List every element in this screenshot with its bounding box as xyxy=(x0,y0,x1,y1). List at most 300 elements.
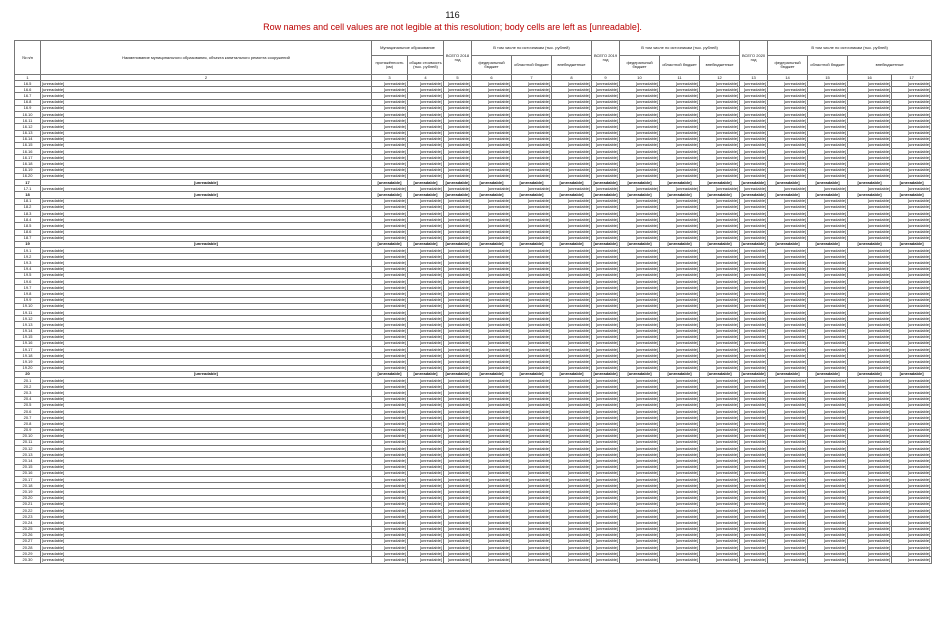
row-value-cell: [unreadable] xyxy=(592,322,620,328)
row-value-cell: [unreadable] xyxy=(740,309,768,315)
row-value-cell: [unreadable] xyxy=(892,470,932,476)
row-value-cell: [unreadable] xyxy=(552,118,592,124)
row-value-cell: [unreadable] xyxy=(552,142,592,148)
row-value-cell: [unreadable] xyxy=(620,99,660,105)
row-value-cell: [unreadable] xyxy=(552,328,592,334)
row-value-cell: [unreadable] xyxy=(808,266,848,272)
row-value-cell: [unreadable] xyxy=(552,371,592,377)
row-value-cell: [unreadable] xyxy=(620,180,660,186)
row-value-cell: [unreadable] xyxy=(372,241,408,247)
row-value-cell: [unreadable] xyxy=(660,93,700,99)
row-value-cell: [unreadable] xyxy=(552,526,592,532)
row-value-cell: [unreadable] xyxy=(848,340,892,346)
row-value-cell: [unreadable] xyxy=(892,297,932,303)
row-object-name: [unreadable] xyxy=(41,408,372,414)
row-number: 20.15 xyxy=(15,464,41,470)
row-value-cell: [unreadable] xyxy=(444,272,472,278)
row-value-cell: [unreadable] xyxy=(848,186,892,192)
row-value-cell: [unreadable] xyxy=(592,384,620,390)
row-value-cell: [unreadable] xyxy=(592,439,620,445)
row-number: 20.12 xyxy=(15,446,41,452)
row-value-cell: [unreadable] xyxy=(768,136,808,142)
row-value-cell: [unreadable] xyxy=(472,161,512,167)
row-value-cell: [unreadable] xyxy=(472,378,512,384)
row-number: 19.12 xyxy=(15,316,41,322)
row-value-cell: [unreadable] xyxy=(740,111,768,117)
row-value-cell: [unreadable] xyxy=(768,483,808,489)
row-number: 16.16 xyxy=(15,149,41,155)
row-value-cell: [unreadable] xyxy=(593,371,618,377)
row-value-cell: [unreadable] xyxy=(592,359,620,365)
row-value-cell: [unreadable] xyxy=(848,495,892,501)
row-value-cell: [unreadable] xyxy=(408,173,444,179)
row-value-cell: [unreadable] xyxy=(472,514,512,520)
row-value-cell: [unreadable] xyxy=(660,501,700,507)
row-value-cell: [unreadable] xyxy=(552,180,592,186)
row-value-cell: [unreadable] xyxy=(660,415,700,421)
row-value-cell: [unreadable] xyxy=(512,93,552,99)
row-value-cell: [unreadable] xyxy=(512,421,552,427)
row-value-cell: [unreadable] xyxy=(444,111,472,117)
row-value-cell: [unreadable] xyxy=(620,161,660,167)
row-value-cell: [unreadable] xyxy=(768,173,808,179)
row-value-cell: [unreadable] xyxy=(700,291,740,297)
row-value-cell: [unreadable] xyxy=(892,408,932,414)
row-value-cell: [unreadable] xyxy=(741,179,766,185)
row-value-cell: [unreadable] xyxy=(892,545,932,551)
row-value-cell: [unreadable] xyxy=(408,136,444,142)
row-value-cell: [unreadable] xyxy=(892,334,932,340)
row-object-name: [unreadable] xyxy=(41,204,372,210)
row-value-cell: [unreadable] xyxy=(768,248,808,254)
row-value-cell: [unreadable] xyxy=(472,365,512,371)
row-object-name: [unreadable] xyxy=(41,359,372,365)
row-value-cell: [unreadable] xyxy=(768,229,808,235)
row-value-cell: [unreadable] xyxy=(408,545,444,551)
row-value-cell: [unreadable] xyxy=(768,477,808,483)
row-value-cell: [unreadable] xyxy=(512,322,552,328)
row-number: 16.19 xyxy=(15,167,41,173)
row-value-cell: [unreadable] xyxy=(740,248,768,254)
row-value-cell: [unreadable] xyxy=(892,328,932,334)
header-2018-extra: внебюджетные xyxy=(552,56,592,75)
row-value-cell: [unreadable] xyxy=(660,557,700,563)
row-value-cell: [unreadable] xyxy=(892,279,932,285)
row-object-name: [unreadable] xyxy=(41,266,372,272)
row-value-cell: [unreadable] xyxy=(700,248,740,254)
row-value-cell: [unreadable] xyxy=(700,235,740,241)
row-value-cell: [unreadable] xyxy=(512,198,552,204)
row-value-cell: [unreadable] xyxy=(408,266,444,272)
row-value-cell: [unreadable] xyxy=(444,402,472,408)
row-value-cell: [unreadable] xyxy=(740,142,768,148)
row-number: 18.4 xyxy=(15,217,41,223)
row-value-cell: [unreadable] xyxy=(808,390,848,396)
row-value-cell: [unreadable] xyxy=(848,81,892,87)
row-value-cell: [unreadable] xyxy=(740,415,768,421)
row-value-cell: [unreadable] xyxy=(444,514,472,520)
row-value-cell: [unreadable] xyxy=(472,260,512,266)
row-value-cell: [unreadable] xyxy=(472,483,512,489)
row-value-cell: [unreadable] xyxy=(512,458,552,464)
row-value-cell: [unreadable] xyxy=(700,334,740,340)
row-value-cell: [unreadable] xyxy=(808,223,848,229)
row-value-cell: [unreadable] xyxy=(592,229,620,235)
row-value-cell: [unreadable] xyxy=(848,489,892,495)
row-value-cell: [unreadable] xyxy=(700,421,740,427)
row-value-cell: [unreadable] xyxy=(808,483,848,489)
row-value-cell: [unreadable] xyxy=(660,408,700,414)
row-value-cell: [unreadable] xyxy=(848,545,892,551)
row-value-cell: [unreadable] xyxy=(740,155,768,161)
row-value-cell: [unreadable] xyxy=(372,551,408,557)
row-value-cell: [unreadable] xyxy=(444,118,472,124)
row-value-cell: [unreadable] xyxy=(408,384,444,390)
row-value-cell: [unreadable] xyxy=(848,501,892,507)
row-value-cell: [unreadable] xyxy=(808,260,848,266)
row-value-cell: [unreadable] xyxy=(740,235,768,241)
row-value-cell: [unreadable] xyxy=(444,532,472,538)
row-value-cell: [unreadable] xyxy=(660,124,700,130)
row-value-cell: [unreadable] xyxy=(472,291,512,297)
row-value-cell: [unreadable] xyxy=(768,210,808,216)
header-mo-length: протяжённость (км) xyxy=(372,56,408,75)
row-value-cell: [unreadable] xyxy=(472,316,512,322)
row-value-cell: [unreadable] xyxy=(512,359,552,365)
row-number: 20.2 xyxy=(15,384,41,390)
row-value-cell: [unreadable] xyxy=(848,111,892,117)
header-index-cell: 9 xyxy=(592,75,620,81)
row-value-cell: [unreadable] xyxy=(552,254,592,260)
row-value-cell: [unreadable] xyxy=(700,390,740,396)
row-number: 20.26 xyxy=(15,532,41,538)
row-value-cell: [unreadable] xyxy=(372,136,408,142)
row-value-cell: [unreadable] xyxy=(552,421,592,427)
row-value-cell: [unreadable] xyxy=(700,514,740,520)
row-value-cell: [unreadable] xyxy=(620,365,660,371)
row-value-cell: [unreadable] xyxy=(408,124,444,130)
row-value-cell: [unreadable] xyxy=(740,260,768,266)
row-value-cell: [unreadable] xyxy=(808,229,848,235)
row-value-cell: [unreadable] xyxy=(444,408,472,414)
row-value-cell: [unreadable] xyxy=(768,495,808,501)
row-value-cell: [unreadable] xyxy=(848,526,892,532)
row-value-cell: [unreadable] xyxy=(808,545,848,551)
row-value-cell: [unreadable] xyxy=(892,378,932,384)
row-value-cell: [unreadable] xyxy=(472,347,512,353)
row-value-cell: [unreadable] xyxy=(740,378,768,384)
row-value-cell: [unreadable] xyxy=(660,118,700,124)
row-value-cell: [unreadable] xyxy=(660,384,700,390)
header-2019-extra: внебюджетные xyxy=(700,56,740,75)
row-value-cell: [unreadable] xyxy=(512,514,552,520)
row-value-cell: [unreadable] xyxy=(408,452,444,458)
row-value-cell: [unreadable] xyxy=(372,433,408,439)
row-value-cell: [unreadable] xyxy=(768,118,808,124)
row-value-cell: [unreadable] xyxy=(808,173,848,179)
row-value-cell: [unreadable] xyxy=(592,520,620,526)
row-value-cell: [unreadable] xyxy=(620,322,660,328)
row-object-name: [unreadable] xyxy=(41,526,372,532)
row-number: 16.7 xyxy=(15,93,41,99)
row-value-cell: [unreadable] xyxy=(512,260,552,266)
row-value-cell: [unreadable] xyxy=(892,390,932,396)
row-object-name: [unreadable] xyxy=(41,464,372,470)
row-value-cell: [unreadable] xyxy=(892,223,932,229)
row-object-name: [unreadable] xyxy=(41,458,372,464)
row-value-cell: [unreadable] xyxy=(472,551,512,557)
row-value-cell: [unreadable] xyxy=(445,179,470,185)
row-number: 20.5 xyxy=(15,402,41,408)
row-value-cell: [unreadable] xyxy=(472,142,512,148)
row-value-cell: [unreadable] xyxy=(472,266,512,272)
row-value-cell: [unreadable] xyxy=(372,204,408,210)
row-value-cell: [unreadable] xyxy=(620,210,660,216)
row-value-cell: [unreadable] xyxy=(372,105,408,111)
row-value-cell: [unreadable] xyxy=(768,365,808,371)
row-value-cell: [unreadable] xyxy=(512,439,552,445)
row-value-cell: [unreadable] xyxy=(592,266,620,272)
row-value-cell: [unreadable] xyxy=(700,452,740,458)
row-value-cell: [unreadable] xyxy=(660,439,700,445)
header-index-cell: 11 xyxy=(660,75,700,81)
row-value-cell: [unreadable] xyxy=(408,408,444,414)
row-value-cell: [unreadable] xyxy=(808,309,848,315)
row-value-cell: [unreadable] xyxy=(892,167,932,173)
row-value-cell: [unreadable] xyxy=(740,285,768,291)
row-value-cell: [unreadable] xyxy=(472,136,512,142)
row-value-cell: [unreadable] xyxy=(552,501,592,507)
row-value-cell: [unreadable] xyxy=(512,149,552,155)
row-value-cell: [unreadable] xyxy=(620,347,660,353)
row-value-cell: [unreadable] xyxy=(768,408,808,414)
row-value-cell: [unreadable] xyxy=(808,378,848,384)
row-value-cell: [unreadable] xyxy=(768,489,808,495)
row-value-cell: [unreadable] xyxy=(700,99,740,105)
row-value-cell: [unreadable] xyxy=(444,551,472,557)
row-value-cell: [unreadable] xyxy=(472,93,512,99)
row-value-cell: [unreadable] xyxy=(472,433,512,439)
row-value-cell: [unreadable] xyxy=(660,142,700,148)
row-number: 19.2 xyxy=(15,254,41,260)
row-value-cell: [unreadable] xyxy=(740,446,768,452)
row-number: 19.15 xyxy=(15,334,41,340)
row-value-cell: [unreadable] xyxy=(848,359,892,365)
row-value-cell: [unreadable] xyxy=(472,415,512,421)
row-value-cell: [unreadable] xyxy=(700,136,740,142)
row-value-cell: [unreadable] xyxy=(892,402,932,408)
row-value-cell: [unreadable] xyxy=(660,291,700,297)
row-value-cell: [unreadable] xyxy=(408,371,444,377)
row-object-name: [unreadable] xyxy=(41,309,372,315)
row-value-cell: [unreadable] xyxy=(768,223,808,229)
row-value-cell: [unreadable] xyxy=(892,396,932,402)
row-value-cell: [unreadable] xyxy=(620,167,660,173)
row-value-cell: [unreadable] xyxy=(848,371,892,377)
row-value-cell: [unreadable] xyxy=(660,303,700,309)
row-value-cell: [unreadable] xyxy=(372,340,408,346)
row-value-cell: [unreadable] xyxy=(848,507,892,513)
row-number: 20.4 xyxy=(15,396,41,402)
row-value-cell: [unreadable] xyxy=(472,446,512,452)
row-value-cell: [unreadable] xyxy=(660,297,700,303)
row-value-cell: [unreadable] xyxy=(444,545,472,551)
row-value-cell: [unreadable] xyxy=(552,378,592,384)
row-value-cell: [unreadable] xyxy=(620,334,660,340)
row-object-name: [unreadable] xyxy=(41,495,372,501)
row-value-cell: [unreadable] xyxy=(552,545,592,551)
row-value-cell: [unreadable] xyxy=(740,210,768,216)
row-value-cell: [unreadable] xyxy=(740,470,768,476)
row-value-cell: [unreadable] xyxy=(512,142,552,148)
row-object-name: [unreadable] xyxy=(41,340,372,346)
row-value-cell: [unreadable] xyxy=(808,180,848,186)
row-object-name: [unreadable] xyxy=(41,483,372,489)
row-number: 18.1 xyxy=(15,198,41,204)
row-value-cell: [unreadable] xyxy=(472,118,512,124)
row-value-cell: [unreadable] xyxy=(700,87,740,93)
row-value-cell: [unreadable] xyxy=(552,266,592,272)
row-value-cell: [unreadable] xyxy=(768,241,808,247)
row-value-cell: [unreadable] xyxy=(892,260,932,266)
row-value-cell: [unreadable] xyxy=(408,130,444,136)
row-number: 19 xyxy=(15,241,41,247)
row-value-cell: [unreadable] xyxy=(740,291,768,297)
row-value-cell: [unreadable] xyxy=(552,223,592,229)
row-value-cell: [unreadable] xyxy=(512,279,552,285)
row-value-cell: [unreadable] xyxy=(660,204,700,210)
row-value-cell: [unreadable] xyxy=(700,279,740,285)
row-value-cell: [unreadable] xyxy=(445,371,470,377)
row-value-cell: [unreadable] xyxy=(372,408,408,414)
row-value-cell: [unreadable] xyxy=(848,155,892,161)
row-value-cell: [unreadable] xyxy=(740,477,768,483)
row-value-cell: [unreadable] xyxy=(660,489,700,495)
row-value-cell: [unreadable] xyxy=(408,142,444,148)
header-num: № п/п xyxy=(15,41,41,75)
row-value-cell: [unreadable] xyxy=(408,353,444,359)
row-value-cell: [unreadable] xyxy=(512,433,552,439)
row-value-cell: [unreadable] xyxy=(620,545,660,551)
row-value-cell: [unreadable] xyxy=(620,130,660,136)
row-value-cell: [unreadable] xyxy=(768,93,808,99)
row-value-cell: [unreadable] xyxy=(768,390,808,396)
row-value-cell: [unreadable] xyxy=(700,520,740,526)
row-value-cell: [unreadable] xyxy=(620,446,660,452)
row-value-cell: [unreadable] xyxy=(372,186,408,192)
row-value-cell: [unreadable] xyxy=(848,167,892,173)
row-value-cell: [unreadable] xyxy=(472,223,512,229)
row-value-cell: [unreadable] xyxy=(808,316,848,322)
row-value-cell: [unreadable] xyxy=(552,464,592,470)
row-object-name: [unreadable] xyxy=(41,452,372,458)
row-value-cell: [unreadable] xyxy=(552,507,592,513)
row-value-cell: [unreadable] xyxy=(660,180,700,186)
row-value-cell: [unreadable] xyxy=(408,241,444,247)
row-value-cell: [unreadable] xyxy=(892,340,932,346)
row-value-cell: [unreadable] xyxy=(808,136,848,142)
row-value-cell: [unreadable] xyxy=(848,223,892,229)
row-value-cell: [unreadable] xyxy=(472,353,512,359)
row-value-cell: [unreadable] xyxy=(552,483,592,489)
row-value-cell: [unreadable] xyxy=(808,365,848,371)
row-value-cell: [unreadable] xyxy=(472,309,512,315)
capital-repair-table xyxy=(14,40,932,564)
row-value-cell: [unreadable] xyxy=(892,309,932,315)
row-value-cell: [unreadable] xyxy=(768,340,808,346)
row-object-name: [unreadable] xyxy=(41,241,372,247)
row-number: 16.14 xyxy=(15,136,41,142)
row-value-cell: [unreadable] xyxy=(808,149,848,155)
row-value-cell: [unreadable] xyxy=(848,99,892,105)
row-value-cell: [unreadable] xyxy=(372,93,408,99)
row-value-cell: [unreadable] xyxy=(768,458,808,464)
row-value-cell: [unreadable] xyxy=(512,204,552,210)
row-value-cell: [unreadable] xyxy=(741,371,766,377)
row-value-cell: [unreadable] xyxy=(444,458,472,464)
row-value-cell: [unreadable] xyxy=(808,507,848,513)
row-value-cell: [unreadable] xyxy=(408,514,444,520)
row-value-cell: [unreadable] xyxy=(592,309,620,315)
row-value-cell: [unreadable] xyxy=(660,81,700,87)
row-number: 17 xyxy=(15,180,41,186)
row-value-cell: [unreadable] xyxy=(808,495,848,501)
row-value-cell: [unreadable] xyxy=(372,507,408,513)
row-value-cell: [unreadable] xyxy=(552,514,592,520)
row-value-cell: [unreadable] xyxy=(848,470,892,476)
row-value-cell: [unreadable] xyxy=(444,452,472,458)
row-value-cell: [unreadable] xyxy=(892,464,932,470)
row-value-cell: [unreadable] xyxy=(372,532,408,538)
row-value-cell: [unreadable] xyxy=(592,458,620,464)
row-value-cell: [unreadable] xyxy=(660,155,700,161)
row-value-cell: [unreadable] xyxy=(592,105,620,111)
row-value-cell: [unreadable] xyxy=(740,328,768,334)
row-value-cell: [unreadable] xyxy=(408,81,444,87)
row-value-cell: [unreadable] xyxy=(472,105,512,111)
row-value-cell: [unreadable] xyxy=(444,427,472,433)
row-value-cell: [unreadable] xyxy=(740,458,768,464)
row-value-cell: [unreadable] xyxy=(444,297,472,303)
row-value-cell: [unreadable] xyxy=(408,402,444,408)
header-group-2020: В том числе по источникам (тыс. рублей) xyxy=(768,41,932,56)
row-value-cell: [unreadable] xyxy=(444,161,472,167)
row-value-cell: [unreadable] xyxy=(472,204,512,210)
row-value-cell: [unreadable] xyxy=(620,452,660,458)
row-value-cell: [unreadable] xyxy=(472,328,512,334)
row-value-cell: [unreadable] xyxy=(552,470,592,476)
header-index-cell: 3 xyxy=(372,75,408,81)
row-value-cell: [unreadable] xyxy=(512,229,552,235)
row-value-cell: [unreadable] xyxy=(740,334,768,340)
row-value-cell: [unreadable] xyxy=(892,155,932,161)
row-value-cell: [unreadable] xyxy=(592,347,620,353)
row-value-cell: [unreadable] xyxy=(768,402,808,408)
row-object-name: [unreadable] xyxy=(41,285,372,291)
row-value-cell: [unreadable] xyxy=(552,93,592,99)
row-value-cell: [unreadable] xyxy=(660,538,700,544)
row-value-cell: [unreadable] xyxy=(740,130,768,136)
row-object-name: [unreadable] xyxy=(41,303,372,309)
row-value-cell: [unreadable] xyxy=(892,118,932,124)
row-value-cell: [unreadable] xyxy=(472,149,512,155)
row-value-cell: [unreadable] xyxy=(768,161,808,167)
row-object-name: [unreadable] xyxy=(41,93,372,99)
row-value-cell: [unreadable] xyxy=(552,520,592,526)
row-value-cell: [unreadable] xyxy=(620,316,660,322)
row-value-cell: [unreadable] xyxy=(552,285,592,291)
row-value-cell: [unreadable] xyxy=(660,217,700,223)
